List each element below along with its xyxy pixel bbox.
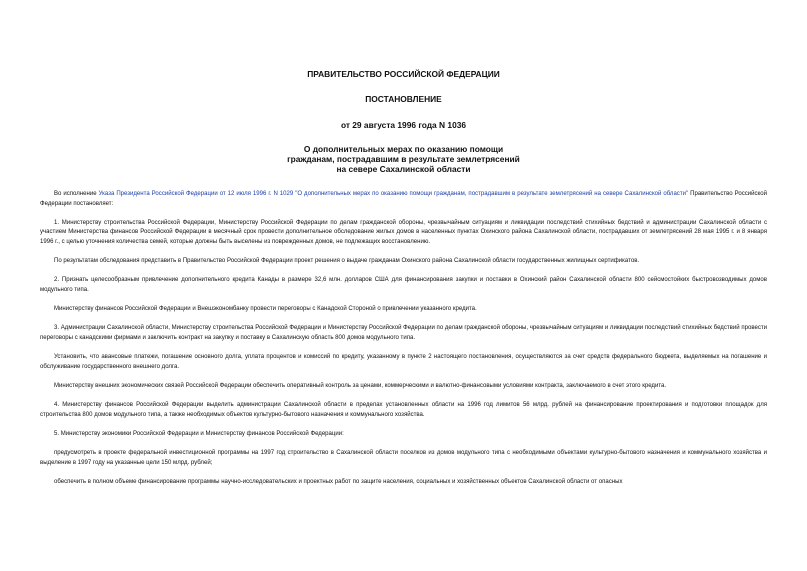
intro-suffix: Правительство Российской Федерации постановляет:	[40, 191, 768, 207]
document-body	[40, 190, 767, 497]
paragraph-2-b: Министерству финансов Российской Федерации и Внешэкономбанку провести переговоры с Канадской Стороной о привлечении указанного кредита.	[54, 306, 477, 313]
issuing-authority: ПРАВИТЕЛЬСТВО РОССИЙСКОЙ ФЕДЕРАЦИИ	[307, 69, 500, 79]
document-title	[0, 144, 807, 175]
paragraph-5-b: обеспечить в полном объеме финансирование программы научно-исследовательских и проектных работ по защите населения, социальных и хозяйственных объектов Сахалинской области от опасных	[54, 478, 623, 485]
paragraph-3: 3. Администрации Сахалинской области, Министерству строительства Российской Федерации и Министерству Российской Федерации по делам гражданской обороны, чрезвычайным ситуациям и ликвидации последствий стихийных бедствий провести переговоры с канадскими фирмами и заключить контракт на закупку и поставку в Сахалинскую область 800 домов модульного типа.	[40, 325, 767, 341]
paragraph-1-b: По результатам обследования представить в Правительство Российской Федерации проект решения о выдаче гражданам Охинского района Сахалинской области государственных жилищных сертификатов.	[54, 258, 640, 265]
title-line-3: на севере Сахалинской области	[336, 164, 471, 175]
title-line-2: гражданам, пострадавшим в результате землетрясений	[287, 154, 520, 165]
paragraph-5: 5. Министерству экономики Российской Федерации и Министерству финансов Российской Федерации:	[54, 430, 344, 437]
presidential-decree-link[interactable]: Указа Президента Российской Федерации от 12 июля 1996 г. N 1029 "О дополнительных мерах по оказанию помощи гражданам, пострадавшим в результате землетрясений на севере Сахалинской области"	[98, 191, 689, 197]
title-line-1: О дополнительных мерах по оказанию помощи	[303, 144, 504, 154]
paragraph-1: 1. Министерству строительства Российской Федерации, Министерству Российской Федерации по делам гражданской обороны, чрезвычайным ситуациям и ликвидации последствий стихийных бедствий и администрации Сахалинской области с участием Министерства финансов Российской Федерации в месячный срок провести дополнительное обследование жилых домов в населенных пунктах Охинского района Сахалинской области, пострадавших от землетрясений 28 мая 1995 г. и 8 января 1996 г., с целью уточнения количества семей, которые должны быть выселены из поврежденных домов, не подлежащих восстановлению.	[40, 219, 767, 245]
document-date-number: от 29 августа 1996 года N 1036	[340, 120, 467, 130]
paragraph-2: 2. Признать целесообразным привлечение дополнительного кредита Канады в размере 32,6 млн. долларов США для финансирования закупки и поставки в Охинский район Сахалинской области 800 сейсмостойких быстровозводимых домов модульного типа.	[40, 277, 767, 293]
document-type: ПОСТАНОВЛЕНИЕ	[365, 94, 442, 104]
paragraph-3-c: Министерству внешних экономических связей Российской Федерации обеспечить оперативный контроль за ценами, коммерческими и валютно-финансовыми условиями контракта, заключаемого в счет этого кредита.	[54, 382, 667, 389]
intro-paragraph	[40, 190, 767, 209]
intro-prefix: Во исполнение	[54, 191, 99, 197]
paragraph-3-b: Установить, что авансовые платежи, погашение основного долга, уплата процентов и комиссий по кредиту, указанному в пункте 2 настоящего постановления, осуществляются за счет средств федерального бюджета, выделяемых на погашение и обслуживание государственного внешнего долга.	[40, 354, 767, 370]
paragraph-5-a: предусмотреть в проекте федеральной инвестиционной программы на 1997 год строительство в Сахалинской области поселков из домов модульного типа с необходимыми объектами культурно-бытового назначения и коммунального хозяйства и выделение в 1997 году на указанные цели 150 млрд. рублей;	[40, 450, 767, 466]
paragraph-4: 4. Министерству финансов Российской Федерации выделить администрации Сахалинской области в пределах установленных области на 1996 год лимитов 56 млрд. рублей на финансирование проектирования и подготовки площадок для строительства 800 домов модульного типа, а также необходимых объектов культурно-бытового назначения и коммунального хозяйства.	[40, 402, 767, 418]
